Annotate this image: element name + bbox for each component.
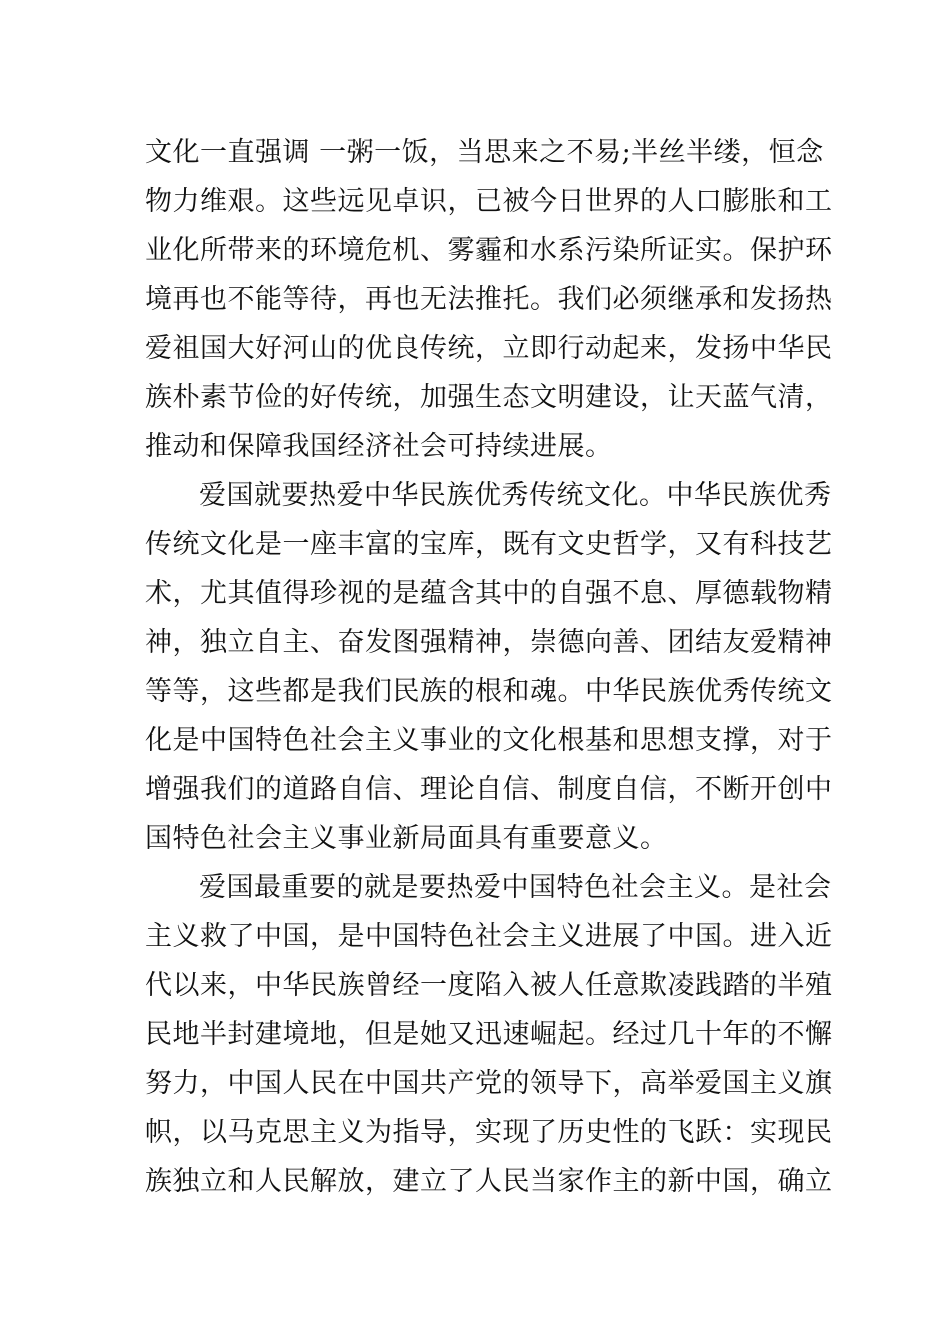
paragraph-1-line-4: 境再也不能等待，再也无法推托。我们必须继承和发扬热 bbox=[145, 284, 833, 315]
paragraph-2-line-5: 等等，这些都是我们民族的根和魂。中华民族优秀传统文 bbox=[145, 676, 833, 707]
paragraph-2-line-2: 传统文化是一座丰富的宝库，既有文史哲学，又有科技艺 bbox=[145, 529, 833, 560]
paragraph-2-line-3: 术，尤其值得珍视的是蕴含其中的自强不息、厚德载物精 bbox=[145, 578, 833, 609]
paragraph-1-line-3: 业化所带来的环境危机、雾霾和水系污染所证实。保护环 bbox=[145, 235, 833, 266]
paragraph-2-line-6: 化是中国特色社会主义事业的文化根基和思想支撑，对于 bbox=[145, 725, 833, 756]
document-body bbox=[145, 128, 833, 1206]
paragraph-3-line-6: 帜，以马克思主义为指导，实现了历史性的飞跃：实现民 bbox=[145, 1117, 833, 1148]
paragraph-3-line-1: 爱国最重要的就是要热爱中国特色社会主义。是社会 bbox=[199, 872, 832, 903]
paragraph-1-line-2: 物力维艰。这些远见卓识，已被今日世界的人口膨胀和工 bbox=[145, 186, 833, 217]
paragraph-2-line-4: 神，独立自主、奋发图强精神，崇德向善、团结友爱精神 bbox=[145, 627, 833, 658]
paragraph-1-line-7: 推动和保障我国经济社会可持续进展。 bbox=[145, 431, 613, 462]
paragraph-3-line-3: 代以来，中华民族曾经一度陷入被人任意欺凌践踏的半殖 bbox=[145, 970, 833, 1001]
paragraph-3-line-2: 主义救了中国，是中国特色社会主义进展了中国。进入近 bbox=[145, 921, 833, 952]
paragraph-2-line-7: 增强我们的道路自信、理论自信、制度自信，不断开创中 bbox=[145, 774, 833, 805]
paragraph-1-line-1: 文化一直强调 一粥一饭，当思来之不易;半丝半缕，恒念 bbox=[145, 137, 824, 168]
paragraph-1-line-6: 族朴素节俭的好传统，加强生态文明建设，让天蓝气清， bbox=[145, 382, 833, 413]
paragraph-1-line-5: 爱祖国大好河山的优良传统，立即行动起来，发扬中华民 bbox=[145, 333, 833, 364]
paragraph-2-line-1: 爱国就要热爱中华民族优秀传统文化。中华民族优秀 bbox=[199, 480, 832, 511]
paragraph-3-line-7: 族独立和人民解放，建立了人民当家作主的新中国，确立 bbox=[145, 1166, 833, 1197]
paragraph-3-line-5: 努力，中国人民在中国共产党的领导下，高举爱国主义旗 bbox=[145, 1068, 833, 1099]
paragraph-2-line-8: 国特色社会主义事业新局面具有重要意义。 bbox=[145, 823, 668, 854]
paragraph-3-line-4: 民地半封建境地，但是她又迅速崛起。经过几十年的不懈 bbox=[145, 1019, 833, 1050]
